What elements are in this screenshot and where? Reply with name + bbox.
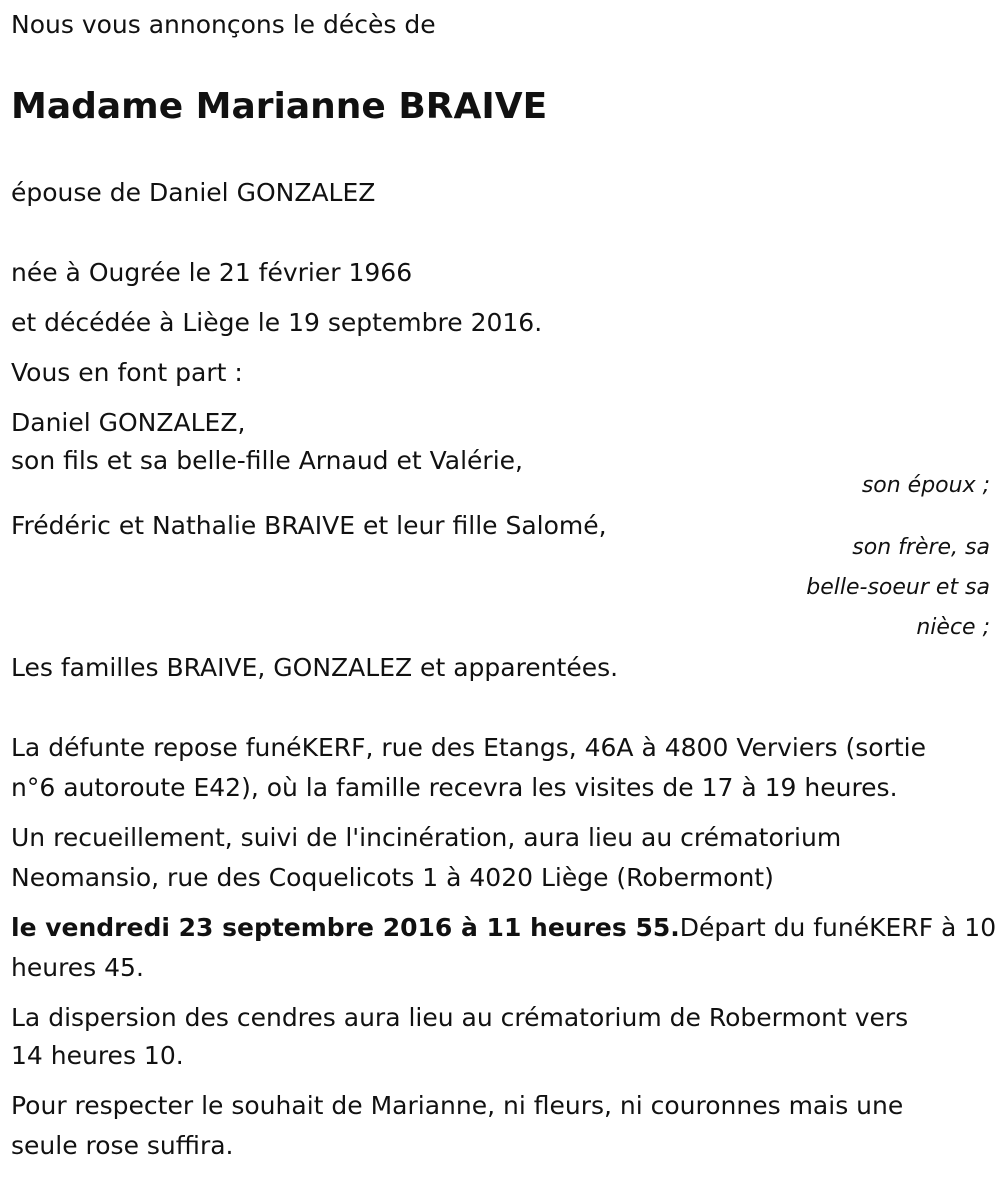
announce-line: Vous en font part : xyxy=(11,358,243,387)
ceremony-date-line xyxy=(11,908,996,948)
family-brother-relation-1: son frère, sa xyxy=(852,535,990,560)
dispersion-line-1: La dispersion des cendres aura lieu au crématorium de Robermont vers xyxy=(11,1003,909,1032)
wish-line-1: Pour respecter le souhait de Marianne, ni fleurs, ni couronnes mais une xyxy=(11,1091,904,1120)
spouse-line: épouse de Daniel GONZALEZ xyxy=(11,178,376,207)
ceremony-date: le vendredi 23 septembre 2016 à 11 heures 55. xyxy=(11,913,680,942)
family-spouse-name: Daniel GONZALEZ, xyxy=(11,408,246,437)
dispersion-line-2: 14 heures 10. xyxy=(11,1041,184,1070)
departure-line-2: heures 45. xyxy=(11,953,144,982)
ceremony-line-1: Un recueillement, suivi de l'incinération, aura lieu au crématorium xyxy=(11,823,842,852)
family-son-line: son fils et sa belle-fille Arnaud et Valérie, xyxy=(11,446,523,475)
family-brother-line: Frédéric et Nathalie BRAIVE et leur fille Salomé, xyxy=(11,511,607,540)
wish-line-2: seule rose suffira. xyxy=(11,1131,234,1160)
repose-line-2: n°6 autoroute E42), où la famille recevra les visites de 17 à 19 heures. xyxy=(11,773,898,802)
family-brother-relation-2: belle-soeur et sa xyxy=(806,575,990,600)
family-spouse-relation: son époux ; xyxy=(861,473,990,498)
departure-text-1: Départ du funéKERF à 10 xyxy=(679,913,997,942)
death-line: et décédée à Liège le 19 septembre 2016. xyxy=(11,308,543,337)
family-families-line: Les familles BRAIVE, GONZALEZ et apparentées. xyxy=(11,653,619,682)
intro-text: Nous vous annonçons le décès de xyxy=(11,10,436,39)
deceased-name: Madame Marianne BRAIVE xyxy=(11,86,548,127)
ceremony-line-2: Neomansio, rue des Coquelicots 1 à 4020 Liège (Robermont) xyxy=(11,863,774,892)
birth-line: née à Ougrée le 21 février 1966 xyxy=(11,258,413,287)
repose-line-1: La défunte repose funéKERF, rue des Etangs, 46A à 4800 Verviers (sortie xyxy=(11,733,926,762)
family-brother-relation-3: nièce ; xyxy=(916,615,990,640)
